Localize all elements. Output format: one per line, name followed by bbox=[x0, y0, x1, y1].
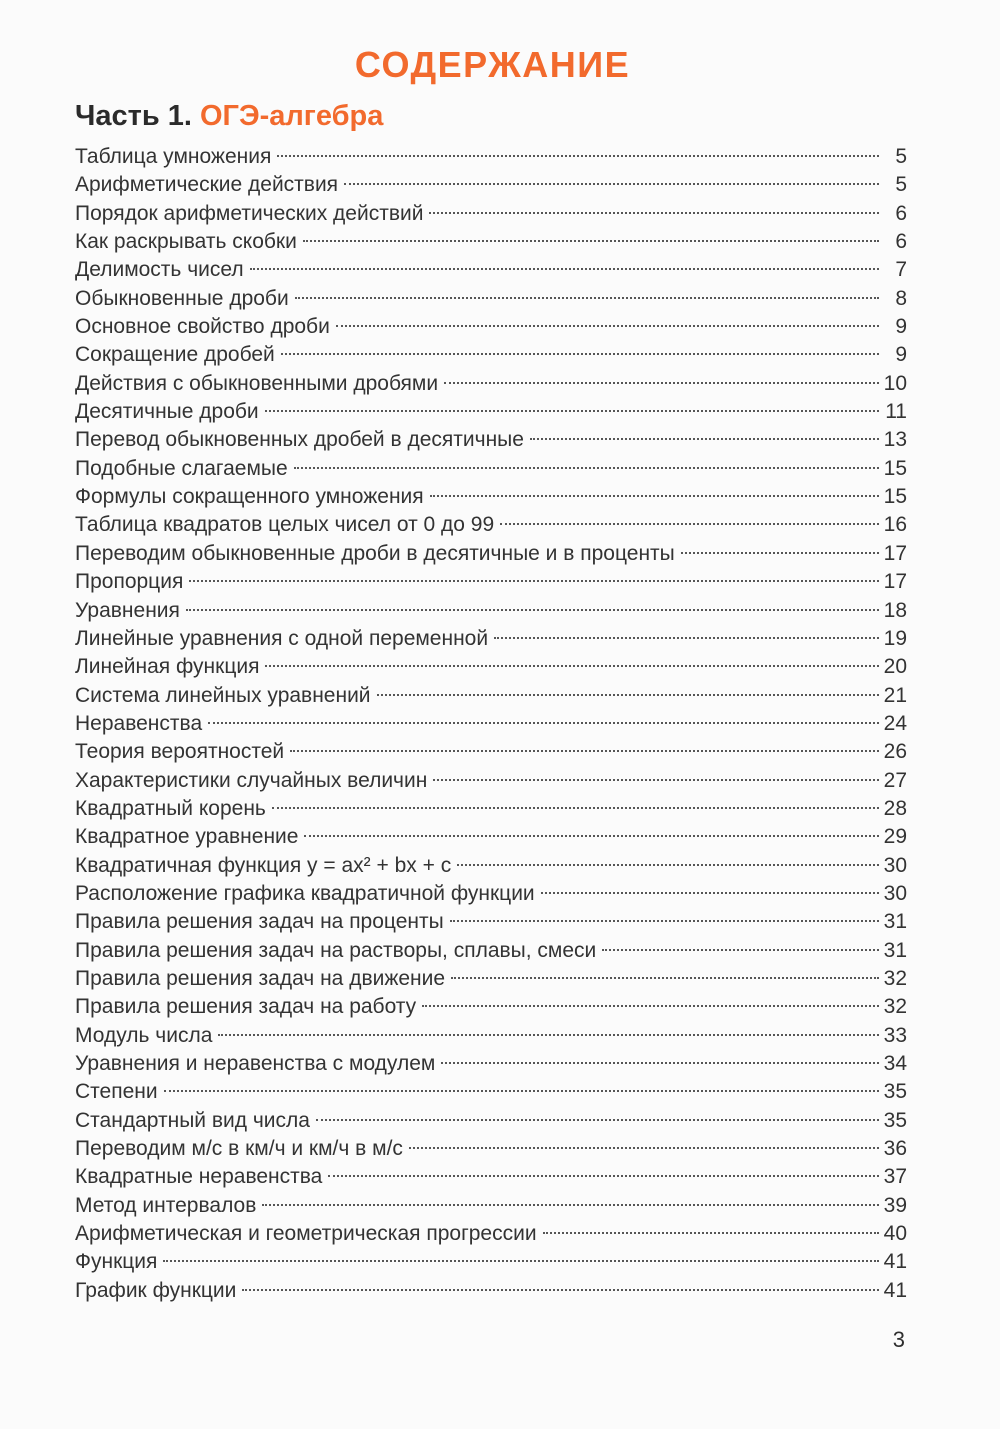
toc-entry-page: 11 bbox=[885, 400, 907, 424]
dot-leader bbox=[422, 1005, 879, 1007]
toc-entry-page: 16 bbox=[883, 513, 907, 537]
toc-entry-page: 17 bbox=[883, 541, 907, 565]
toc-entry-title: Переводим обыкновенные дроби в десятичные и в проценты bbox=[75, 541, 675, 565]
dot-leader bbox=[163, 1260, 879, 1262]
dot-leader bbox=[494, 637, 879, 639]
toc-entry bbox=[75, 1163, 907, 1191]
dot-leader bbox=[281, 353, 879, 355]
toc-entry bbox=[75, 483, 907, 511]
toc-entry-page: 41 bbox=[883, 1250, 907, 1274]
toc-entry bbox=[75, 965, 907, 993]
toc-entry bbox=[75, 370, 907, 398]
toc-entry bbox=[75, 1107, 907, 1135]
toc-entry-title: Обыкновенные дроби bbox=[75, 286, 289, 310]
toc-entry-title: Квадратичная функция y = ax² + bx + c bbox=[75, 853, 452, 877]
toc-entry-title: Действия с обыкновенными дробями bbox=[75, 371, 439, 395]
toc-entry bbox=[75, 313, 907, 341]
dot-leader bbox=[500, 523, 879, 525]
dot-leader bbox=[441, 1062, 879, 1064]
toc-entry-title: Модуль числа bbox=[75, 1023, 213, 1047]
toc-entry-page: 20 bbox=[883, 655, 907, 679]
toc-entry-page: 6 bbox=[895, 201, 907, 225]
toc-entry-page: 18 bbox=[883, 598, 907, 622]
toc-entry-title: Арифметические действия bbox=[75, 173, 339, 197]
toc-entry-title: Метод интервалов bbox=[75, 1193, 257, 1217]
toc-entry-title: Уравнения и неравенства с модулем bbox=[75, 1052, 436, 1075]
toc-entry-page: 8 bbox=[895, 286, 907, 310]
toc-entry-title: Система линейных уравнений bbox=[75, 683, 371, 707]
dot-leader bbox=[316, 1119, 879, 1121]
toc-entry-title: Сокращение дробей bbox=[75, 343, 275, 367]
dot-leader bbox=[164, 1090, 879, 1092]
toc-entry-title: Пропорция bbox=[75, 570, 184, 594]
toc-entry-title: Правила решения задач на движение bbox=[75, 966, 446, 990]
dot-leader bbox=[242, 1289, 879, 1291]
toc-entry bbox=[75, 908, 907, 936]
toc-entry-title: Десятичные дроби bbox=[75, 400, 259, 424]
toc-entry bbox=[75, 256, 907, 284]
dot-leader bbox=[444, 382, 879, 384]
toc-entry bbox=[75, 398, 907, 426]
toc-entry-page: 9 bbox=[895, 343, 907, 367]
toc-entry bbox=[75, 1022, 907, 1050]
toc-entry bbox=[75, 597, 907, 625]
toc-entry-page: 29 bbox=[883, 825, 907, 849]
toc-entry bbox=[75, 341, 907, 369]
dot-leader bbox=[294, 467, 879, 469]
toc-entry-page: 24 bbox=[883, 711, 907, 735]
dot-leader bbox=[409, 1147, 879, 1149]
toc-entry bbox=[75, 455, 907, 483]
toc-entry bbox=[75, 171, 907, 199]
toc-entry-page: 7 bbox=[895, 258, 907, 282]
toc-entry-page: 17 bbox=[883, 570, 907, 594]
page-title: СОДЕРЖАНИЕ bbox=[354, 44, 631, 85]
toc-entry bbox=[75, 852, 907, 880]
toc-entry-page: 28 bbox=[883, 796, 907, 820]
toc-entry bbox=[75, 426, 907, 454]
dot-leader bbox=[433, 779, 879, 781]
toc-entry bbox=[75, 200, 907, 228]
dot-leader bbox=[451, 977, 879, 979]
toc-entry-title: Квадратное уравнение bbox=[75, 825, 299, 849]
toc-entry bbox=[75, 880, 907, 908]
toc-entry-page: 5 bbox=[895, 145, 907, 168]
toc-entry-title: Теория вероятностей bbox=[75, 740, 285, 764]
toc-entry-page: 21 bbox=[883, 683, 907, 707]
toc-entry bbox=[75, 738, 907, 766]
toc-entry bbox=[75, 1050, 907, 1078]
dot-leader bbox=[530, 438, 879, 440]
toc-entry-title: Неравенства bbox=[75, 711, 203, 735]
toc-entry bbox=[75, 228, 907, 256]
toc-entry-page: 32 bbox=[883, 966, 907, 990]
dot-leader bbox=[189, 580, 879, 582]
toc-entry-page: 26 bbox=[883, 740, 907, 764]
dot-leader bbox=[543, 1232, 879, 1234]
toc-entry-page: 31 bbox=[883, 938, 907, 962]
toc-entry-title: Таблица умножения bbox=[75, 145, 272, 168]
toc-entry bbox=[75, 1135, 907, 1163]
toc-entry-title: Квадратные неравенства bbox=[75, 1165, 323, 1189]
toc-entry-page: 39 bbox=[883, 1193, 907, 1217]
dot-leader bbox=[457, 864, 879, 866]
toc-entry-page: 32 bbox=[883, 995, 907, 1019]
toc-entry-page: 10 bbox=[883, 371, 907, 395]
toc-entry-page: 30 bbox=[883, 881, 907, 905]
toc-entry-page: 15 bbox=[883, 456, 907, 480]
toc-entry-page: 30 bbox=[883, 853, 907, 877]
toc-entry-title: Арифметическая и геометрическая прогрессии bbox=[75, 1222, 537, 1246]
dot-leader bbox=[336, 325, 879, 327]
toc-entry bbox=[75, 511, 907, 539]
toc-entry-page: 19 bbox=[883, 626, 907, 650]
dot-leader bbox=[304, 835, 879, 837]
toc-entry-page: 35 bbox=[883, 1080, 907, 1104]
part-prefix: Часть 1. bbox=[75, 100, 192, 132]
toc-entry-title: Формулы сокращенного умножения bbox=[75, 485, 424, 509]
toc-entry-title: Правила решения задач на проценты bbox=[75, 910, 444, 934]
dot-leader bbox=[450, 920, 879, 922]
toc-entry-title: Таблица квадратов целых чисел от 0 до 99 bbox=[75, 513, 495, 537]
toc-entry bbox=[75, 625, 907, 653]
toc-entry bbox=[75, 285, 907, 313]
toc-entry bbox=[75, 1277, 907, 1305]
toc-entry bbox=[75, 143, 907, 171]
dot-leader bbox=[186, 609, 879, 611]
toc-entry bbox=[75, 993, 907, 1021]
part-name: ОГЭ-алгебра bbox=[199, 100, 384, 132]
dot-leader bbox=[277, 155, 879, 157]
toc-entry-title: Перевод обыкновенных дробей в десятичные bbox=[75, 428, 524, 452]
page-number: 3 bbox=[892, 1327, 905, 1352]
toc-entry-page: 15 bbox=[883, 485, 907, 509]
toc-entry bbox=[75, 710, 907, 738]
dot-leader bbox=[602, 949, 879, 951]
dot-leader bbox=[344, 183, 879, 185]
toc-entry-page: 5 bbox=[895, 173, 907, 197]
dot-leader bbox=[681, 552, 879, 554]
dot-leader bbox=[430, 495, 879, 497]
toc-entry-title: Стандартный вид числа bbox=[75, 1108, 310, 1132]
toc-entry bbox=[75, 795, 907, 823]
toc-entry bbox=[75, 540, 907, 568]
dot-leader bbox=[272, 807, 879, 809]
toc-entry-title: Степени bbox=[75, 1080, 158, 1104]
toc-entry-page: 6 bbox=[895, 230, 907, 254]
toc-entry-title: Линейные уравнения с одной переменной bbox=[75, 626, 489, 650]
toc-entry-page: 27 bbox=[883, 768, 907, 792]
toc-entry-page: 13 bbox=[883, 428, 907, 452]
toc-entry-title: Квадратный корень bbox=[75, 796, 266, 820]
toc-entry-page: 35 bbox=[883, 1108, 907, 1132]
toc-entry-title: Основное свойство дроби bbox=[75, 315, 330, 339]
toc-entry-title: Расположение графика квадратичной функции bbox=[75, 881, 535, 905]
toc-entry bbox=[75, 823, 907, 851]
toc-entry-title: Порядок арифметических действий bbox=[75, 201, 424, 225]
toc-entry-title: График функции bbox=[75, 1278, 237, 1302]
table-of-contents bbox=[75, 143, 907, 1305]
toc-entry-title: Как раскрывать скобки bbox=[75, 230, 297, 254]
toc-entry bbox=[75, 653, 907, 681]
toc-entry-title: Функция bbox=[75, 1250, 158, 1274]
toc-entry bbox=[75, 568, 907, 596]
toc-entry bbox=[75, 682, 907, 710]
toc-entry-page: 36 bbox=[883, 1137, 907, 1161]
dot-leader bbox=[262, 1204, 879, 1206]
toc-entry bbox=[75, 937, 907, 965]
toc-entry-page: 34 bbox=[883, 1052, 907, 1075]
dot-leader bbox=[303, 240, 879, 242]
toc-entry-page: 41 bbox=[883, 1278, 907, 1302]
toc-entry bbox=[75, 767, 907, 795]
toc-entry-page: 9 bbox=[895, 315, 907, 339]
part-heading bbox=[75, 100, 383, 133]
dot-leader bbox=[290, 750, 879, 752]
toc-entry bbox=[75, 1220, 907, 1248]
dot-leader bbox=[218, 1034, 879, 1036]
dot-leader bbox=[377, 694, 879, 696]
toc-entry-page: 31 bbox=[883, 910, 907, 934]
dot-leader bbox=[250, 268, 879, 270]
toc-entry-title: Переводим м/с в км/ч и км/ч в м/с bbox=[75, 1137, 403, 1161]
toc-entry-page: 33 bbox=[883, 1023, 907, 1047]
dot-leader bbox=[295, 297, 879, 299]
toc-entry-title: Правила решения задач на работу bbox=[75, 995, 417, 1019]
toc-entry-title: Делимость чисел bbox=[75, 258, 244, 282]
dot-leader bbox=[429, 212, 879, 214]
dot-leader bbox=[328, 1175, 879, 1177]
toc-entry bbox=[75, 1078, 907, 1106]
toc-entry-title: Уравнения bbox=[75, 598, 180, 622]
toc-entry bbox=[75, 1192, 907, 1220]
dot-leader bbox=[265, 665, 879, 667]
dot-leader bbox=[208, 722, 879, 724]
toc-entry-title: Подобные слагаемые bbox=[75, 456, 288, 480]
dot-leader bbox=[265, 410, 879, 412]
dot-leader bbox=[541, 892, 879, 894]
toc-entry-title: Характеристики случайных величин bbox=[75, 768, 428, 792]
toc-entry-page: 40 bbox=[883, 1222, 907, 1246]
toc-entry-title: Линейная функция bbox=[75, 655, 260, 679]
toc-entry bbox=[75, 1248, 907, 1276]
toc-entry-page: 37 bbox=[883, 1165, 907, 1189]
toc-entry-title: Правила решения задач на растворы, сплавы, смеси bbox=[75, 938, 597, 962]
